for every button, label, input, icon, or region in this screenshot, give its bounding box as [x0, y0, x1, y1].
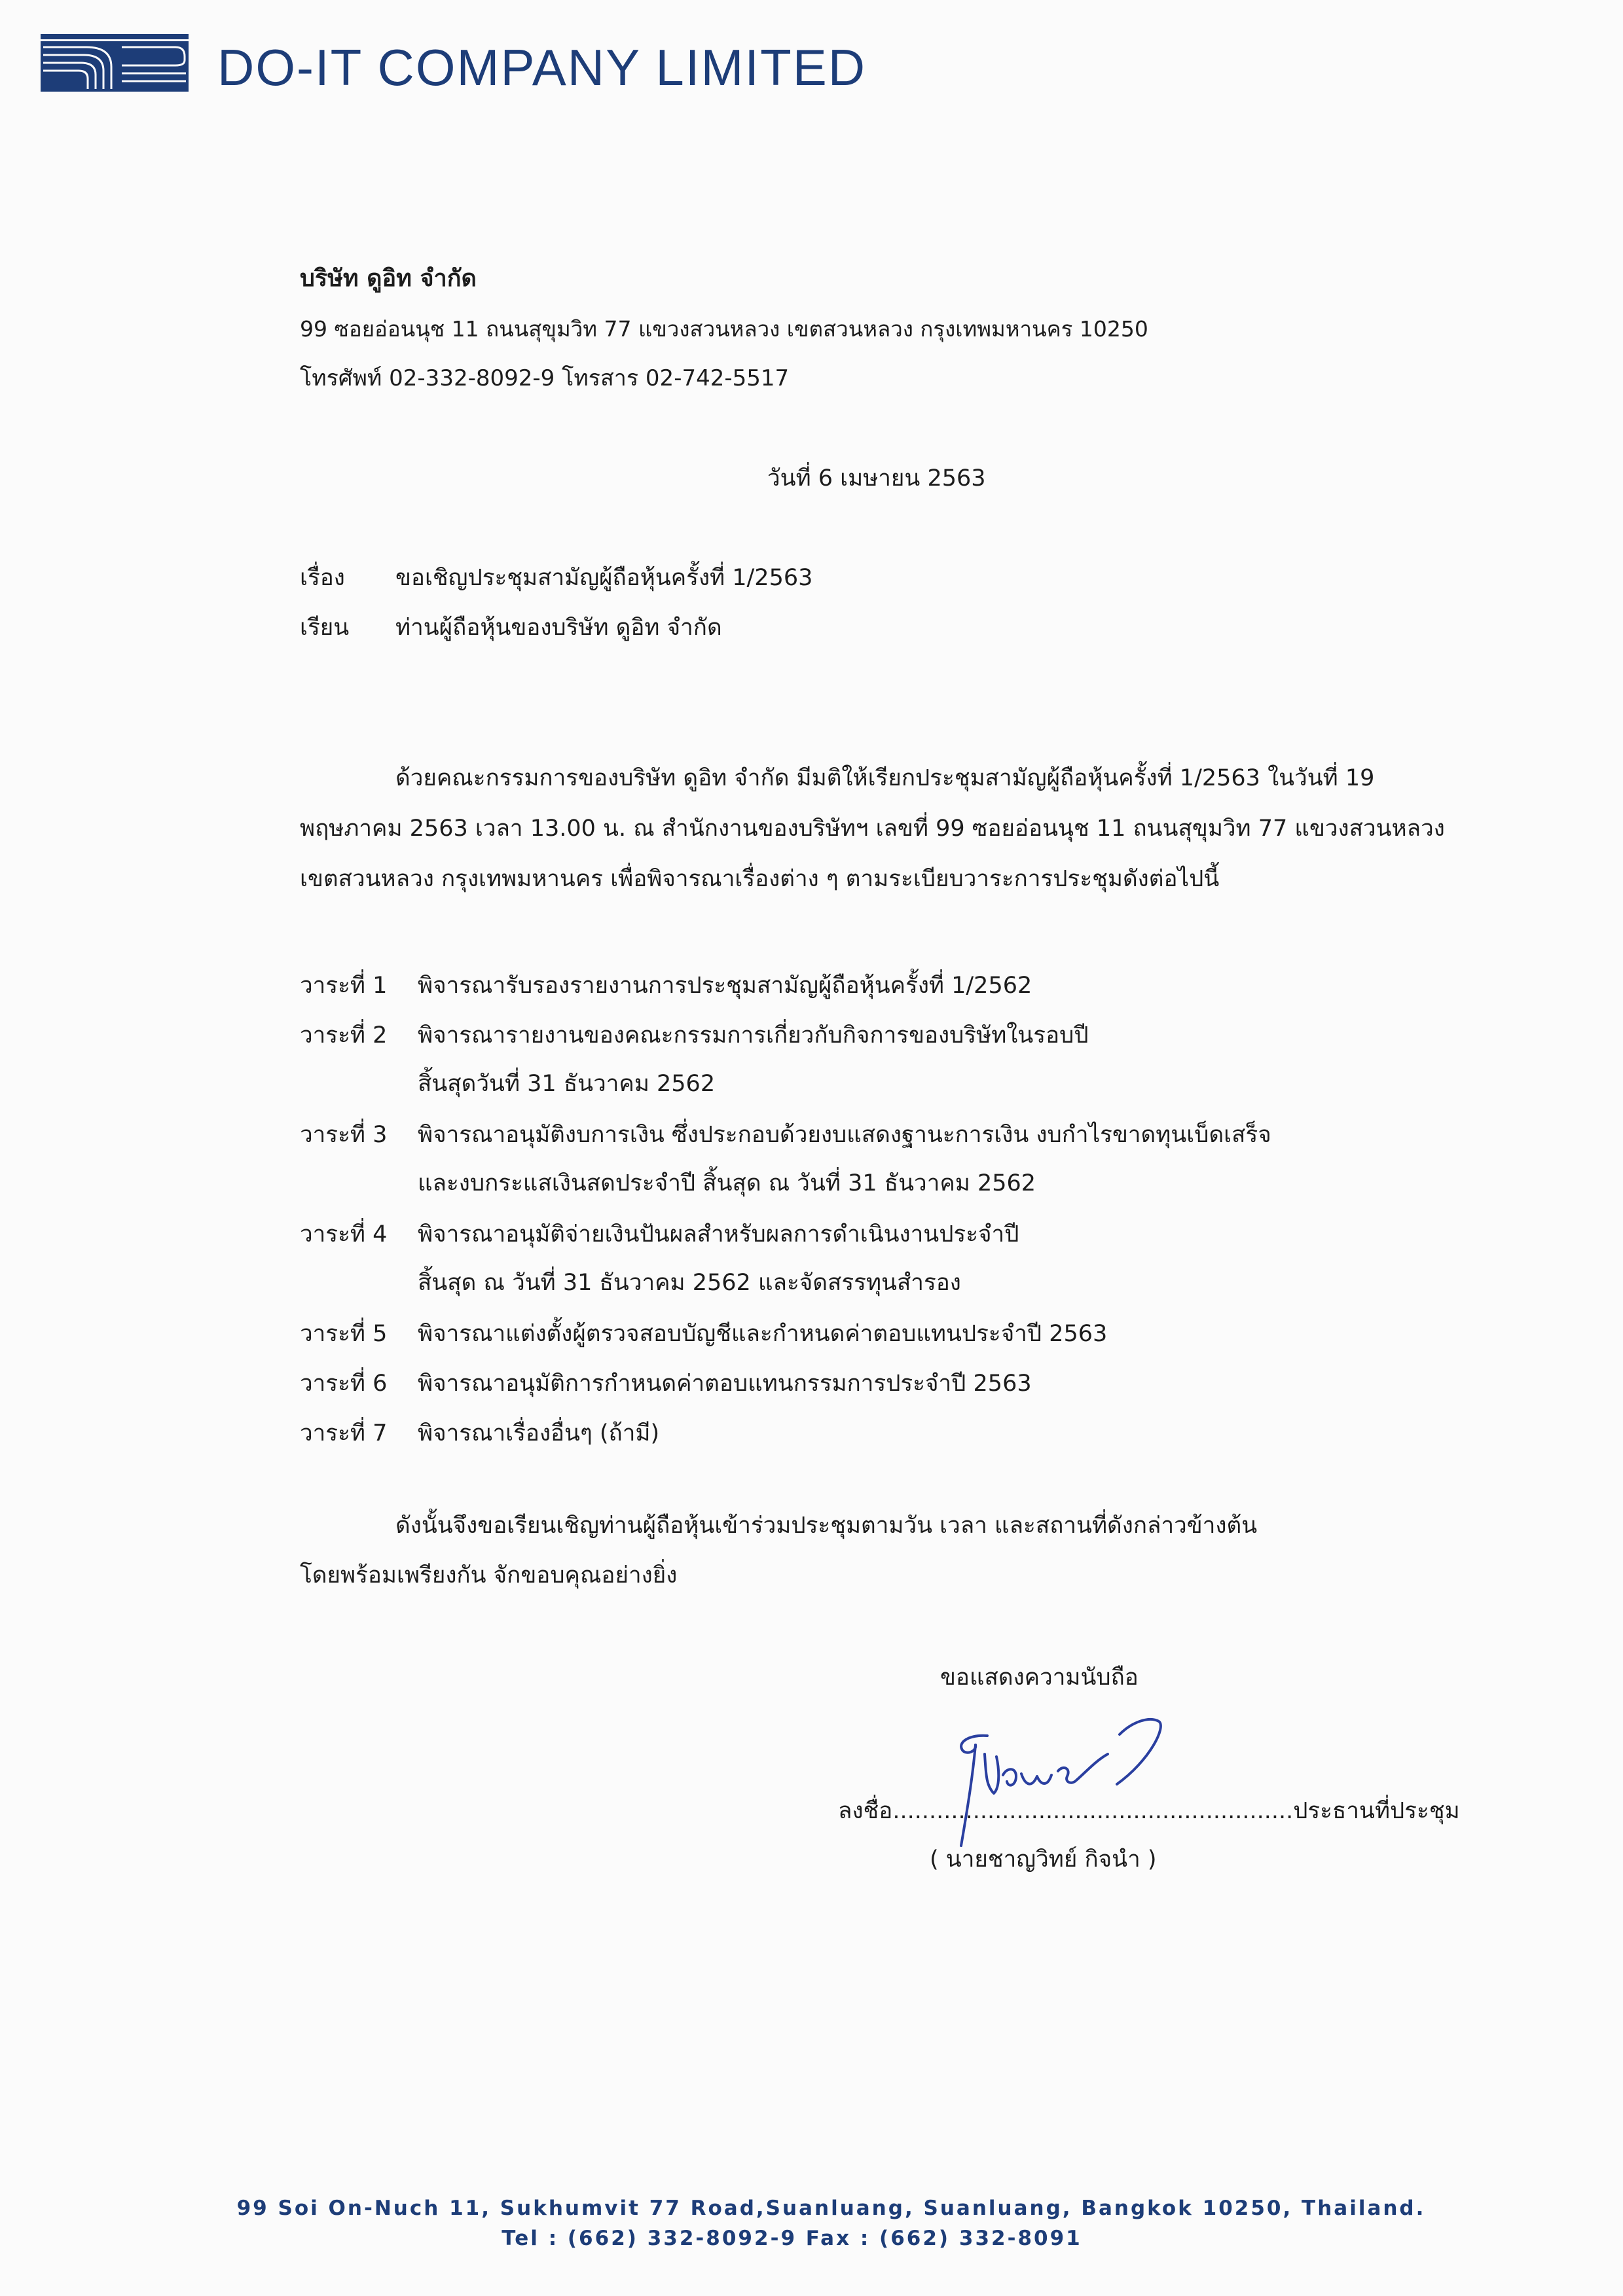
recipient-label: เรียน — [300, 615, 350, 641]
closing-line-1: ดังนั้นจึงขอเรียนเชิญท่านผู้ถือหุ้นเข้าร่วมประชุมตามวัน เวลา และสถานที่ดังกล่าวข้างต้น — [395, 1513, 1258, 1539]
sender-name: บริษัท ดูอิท จำกัด — [300, 265, 477, 292]
agenda-item-5 — [300, 1316, 1107, 1352]
sender-address: 99 ซอยอ่อนนุช 11 ถนนสุขุมวิท 77 แขวงสวนหลวง เขตสวนหลวง กรุงเทพมหานคร 10250 — [300, 316, 1148, 342]
agenda-label: วาระที่ 2 — [300, 1022, 388, 1049]
letter-date: วันที่ 6 เมษายน 2563 — [767, 465, 986, 492]
agenda-item-1 — [300, 967, 1032, 1003]
agenda-text: พิจารณาแต่งตั้งผู้ตรวจสอบบัญชีและกำหนดค่าตอบแทนประจำปี 2563 — [418, 1321, 1108, 1347]
do-it-logo-icon — [41, 34, 189, 92]
body-line-2: พฤษภาคม 2563 เวลา 13.00 น. ณ สำนักงานของบริษัทฯ เลขที่ 99 ซอยอ่อนนุช 11 ถนนสุขุมวิท 77 แขวงสวนหลวง — [300, 816, 1445, 842]
agenda-text: พิจารณาเรื่องอื่นๆ (ถ้ามี) — [418, 1420, 660, 1446]
agenda-text: พิจารณารับรองรายงานการประชุมสามัญผู้ถือหุ้นครั้งที่ 1/2562 — [418, 973, 1032, 999]
agenda-item-6 — [300, 1365, 1032, 1401]
recipient-text: ท่านผู้ถือหุ้นของบริษัท ดูอิท จำกัด — [395, 615, 722, 641]
agenda-label: วาระที่ 5 — [300, 1321, 388, 1347]
footer-phone: Tel : (662) 332-8092-9 Fax : (662) 332-8091 — [501, 2227, 1082, 2250]
agenda-item-3-cont: และงบกระแสเงินสดประจำปี สิ้นสุด ณ วันที่ 31 ธันวาคม 2562 — [418, 1170, 1036, 1196]
sender-contact: โทรศัพท์ 02-332-8092-9 โทรสาร 02-742-5517 — [300, 365, 790, 391]
agenda-item-7 — [300, 1415, 659, 1451]
subject-text: ขอเชิญประชุมสามัญผู้ถือหุ้นครั้งที่ 1/2563 — [395, 565, 813, 591]
agenda-text: พิจารณาอนุมัติงบการเงิน ซึ่งประกอบด้วยงบแสดงฐานะการเงิน งบกำไรขาดทุนเบ็ดเสร็จ — [418, 1122, 1271, 1148]
subject-label: เรื่อง — [300, 565, 345, 591]
agenda-label: วาระที่ 4 — [300, 1221, 388, 1247]
agenda-text: พิจารณารายงานของคณะกรรมการเกี่ยวกับกิจการของบริษัทในรอบปี — [418, 1022, 1089, 1049]
agenda-label: วาระที่ 7 — [300, 1420, 388, 1446]
agenda-item-2-cont: สิ้นสุดวันที่ 31 ธันวาคม 2562 — [418, 1071, 716, 1097]
agenda-label: วาระที่ 3 — [300, 1122, 388, 1148]
signatory-name: ( นายชาญวิทย์ กิจนำ ) — [930, 1846, 1157, 1873]
signature-line: ลงชื่อ.......................................................ประธานที่ประชุม — [838, 1798, 1460, 1824]
agenda-item-3 — [300, 1117, 1271, 1153]
agenda-text: พิจารณาอนุมัติจ่ายเงินปันผลสำหรับผลการดำเนินงานประจำปี — [418, 1221, 1019, 1247]
body-line-3: เขตสวนหลวง กรุงเทพมหานคร เพื่อพิจารณาเรื่องต่าง ๆ ตามระเบียบวาระการประชุมดังต่อไปนี้ — [300, 866, 1220, 892]
company-name-en: DO-IT COMPANY LIMITED — [217, 39, 867, 96]
agenda-label: วาระที่ 1 — [300, 973, 388, 999]
handwritten-signature — [923, 1708, 1198, 1852]
agenda-label: วาระที่ 6 — [300, 1371, 388, 1397]
agenda-item-2 — [300, 1017, 1089, 1053]
agenda-item-4 — [300, 1216, 1019, 1252]
footer-address: 99 Soi On-Nuch 11, Sukhumvit 77 Road,Suanluang, Suanluang, Bangkok 10250, Thailand. — [236, 2197, 1426, 2220]
agenda-item-4-cont: สิ้นสุด ณ วันที่ 31 ธันวาคม 2562 และจัดสรรทุนสำรอง — [418, 1270, 961, 1296]
regards-text: ขอแสดงความนับถือ — [940, 1664, 1139, 1691]
closing-line-2: โดยพร้อมเพรียงกัน จักขอบคุณอย่างยิ่ง — [300, 1562, 678, 1588]
body-line-1: ด้วยคณะกรรมการของบริษัท ดูอิท จำกัด มีมติให้เรียกประชุมสามัญผู้ถือหุ้นครั้งที่ 1/2563 ในวันที่ 19 — [395, 765, 1375, 791]
agenda-text: พิจารณาอนุมัติการกำหนดค่าตอบแทนกรรมการประจำปี 2563 — [418, 1371, 1032, 1397]
